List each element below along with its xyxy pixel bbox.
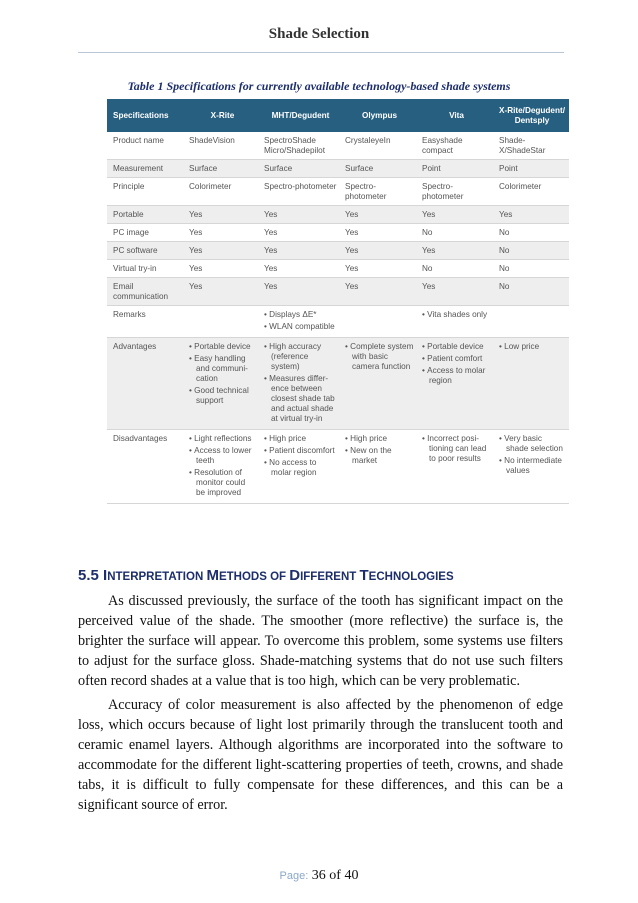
table-header-row <box>107 99 569 132</box>
row-label-cell <box>107 306 185 338</box>
table-cell <box>495 178 569 206</box>
bullet-item: • No intermediate values <box>499 456 565 476</box>
cell-text: Yes <box>264 282 278 291</box>
cell-text: Yes <box>422 246 436 255</box>
cell-text: Surface <box>189 164 218 173</box>
row-label-cell <box>107 430 185 504</box>
bullet-item: • Access to molar region <box>422 366 491 386</box>
table-cell <box>418 338 495 430</box>
cell-text: Yes <box>422 282 436 291</box>
cell-text: PC software <box>113 246 158 255</box>
table-cell <box>418 206 495 224</box>
table-cell <box>185 430 260 504</box>
cell-text: Yes <box>345 246 359 255</box>
table-cell <box>260 278 341 306</box>
table-cell <box>418 178 495 206</box>
table-cell <box>341 206 418 224</box>
table-cell <box>185 338 260 430</box>
column-header: X-Rite/Degudent/ Dentsply <box>495 99 569 132</box>
table-cell <box>260 160 341 178</box>
cell-text: No <box>422 228 433 237</box>
title-smallcaps: NTERPRETATION <box>107 571 207 583</box>
table-row <box>107 132 569 160</box>
table-cell <box>418 278 495 306</box>
table-cell <box>341 430 418 504</box>
table-cell <box>495 206 569 224</box>
table-cell <box>185 224 260 242</box>
page-label: Page: <box>279 870 309 882</box>
bullet-item: • New on the market <box>345 446 414 466</box>
cell-text: Shade-X/ShadeStar <box>499 136 546 155</box>
bullet-item: • Good technical support <box>189 386 256 406</box>
table-row <box>107 430 569 504</box>
table-cell <box>260 338 341 430</box>
table-row <box>107 242 569 260</box>
title-initial: I <box>103 567 108 584</box>
cell-text: PC image <box>113 228 149 237</box>
body-paragraph-2: Accuracy of color measurement is also affected by the phenomenon of edge loss, which occurs because of light lost primarily through the translucent tooth and ceramic enamel layers. Although algorithms are incorporated into the software to accommodate for the different light-scattering properties of teeth, crowns, and shade tabs, it is difficult to fully compensate for these differences, and this can be a significant source of error. <box>78 697 563 813</box>
section-heading <box>78 567 454 584</box>
table-cell <box>185 306 260 338</box>
bullet-item: • WLAN compatible <box>264 322 337 332</box>
cell-text: Spectro-photometer <box>264 182 337 191</box>
bullet-item: • Easy handling and communi-cation <box>189 354 256 384</box>
table-cell <box>495 278 569 306</box>
column-header: Vita <box>418 99 495 132</box>
table-cell <box>341 224 418 242</box>
row-label-cell <box>107 132 185 160</box>
table-cell <box>185 178 260 206</box>
section-title <box>103 567 454 584</box>
table-row <box>107 224 569 242</box>
table-caption: Table 1 Specifications for currently available technology-based shade systems <box>127 79 511 93</box>
bullet-item: • Portable device <box>422 342 491 352</box>
cell-text: Colorimeter <box>499 182 542 191</box>
column-header: Specifications <box>107 99 185 132</box>
table-cell <box>185 278 260 306</box>
cell-text: Disadvantages <box>113 434 168 443</box>
table-cell <box>260 260 341 278</box>
cell-text: Yes <box>345 228 359 237</box>
cell-text: No <box>499 246 510 255</box>
title-smallcaps: IFFERENT <box>300 571 360 583</box>
table-cell <box>260 224 341 242</box>
table-row <box>107 260 569 278</box>
cell-text: Yes <box>422 210 436 219</box>
bullet-item: • Light reflections <box>189 434 256 444</box>
table-cell <box>495 242 569 260</box>
bullet-item: • Portable device <box>189 342 256 352</box>
bullet-item: • High accuracy (reference system) <box>264 342 337 372</box>
body-paragraph-1: As discussed previously, the surface of the tooth has significant impact on the perceived value of the shade. The smoother (more reflective) the surface is, the brighter the surface will appear. To overcome this problem, some systems use filters to adjust for the surface gloss. Shade-matching systems that do not use such filters often record shades at a value that is too high, which can be very problematic. <box>78 593 563 689</box>
cell-text: Measurement <box>113 164 164 173</box>
section-number: 5.5 <box>78 567 99 584</box>
column-header: X-Rite <box>185 99 260 132</box>
cell-text: Virtual try-in <box>113 264 157 273</box>
bullet-item: • Complete system with basic camera function <box>345 342 414 372</box>
cell-text: ShadeVision <box>189 136 235 145</box>
page-number: 36 <box>311 868 326 883</box>
running-header: Shade Selection <box>268 26 370 42</box>
cell-text: Portable <box>113 210 144 219</box>
cell-text: Yes <box>499 210 513 219</box>
table-cell <box>260 206 341 224</box>
table-row <box>107 338 569 430</box>
title-initial: M <box>206 567 219 584</box>
specifications-table <box>107 99 569 504</box>
cell-text: Easyshade compact <box>422 136 463 155</box>
table-row <box>107 160 569 178</box>
row-label-cell <box>107 260 185 278</box>
table-row <box>107 206 569 224</box>
table-cell <box>341 242 418 260</box>
cell-text: Surface <box>264 164 293 173</box>
cell-text: Yes <box>264 228 278 237</box>
cell-text: No <box>422 264 433 273</box>
column-header: MHT/Degudent <box>260 99 341 132</box>
row-label-cell <box>107 224 185 242</box>
table-cell <box>185 132 260 160</box>
table-cell <box>260 178 341 206</box>
table-cell <box>341 278 418 306</box>
bullet-item: • Patient discomfort <box>264 446 337 456</box>
row-label-cell <box>107 242 185 260</box>
cell-text: Point <box>499 164 518 173</box>
cell-text: Surface <box>345 164 374 173</box>
row-label-cell <box>107 160 185 178</box>
cell-text: Yes <box>345 210 359 219</box>
cell-text: No <box>499 264 510 273</box>
bullet-item: • No access to molar region <box>264 458 337 478</box>
row-label-cell <box>107 338 185 430</box>
table-cell <box>260 430 341 504</box>
bullet-item: • Access to lower teeth <box>189 446 256 466</box>
cell-text: Yes <box>189 264 203 273</box>
table-cell <box>418 306 495 338</box>
table-cell <box>260 242 341 260</box>
cell-text: Yes <box>189 228 203 237</box>
cell-text: Yes <box>345 264 359 273</box>
cell-text: Yes <box>189 282 203 291</box>
table-cell <box>341 160 418 178</box>
header-rule <box>78 52 564 53</box>
table-row <box>107 306 569 338</box>
bullet-item: • Low price <box>499 342 565 352</box>
cell-text: SpectroShade Micro/Shadepilot <box>264 136 325 155</box>
table-cell <box>495 306 569 338</box>
table-cell <box>341 178 418 206</box>
cell-text: Principle <box>113 182 145 191</box>
cell-text: Spectro-photometer <box>345 182 387 201</box>
bullet-item: • Resolution of monitor could be improved <box>189 468 256 498</box>
row-label-cell <box>107 206 185 224</box>
cell-text: Point <box>422 164 441 173</box>
title-initial: T <box>359 567 369 584</box>
title-smallcaps: ECHNOLOGIES <box>368 571 454 583</box>
cell-text: Remarks <box>113 310 146 319</box>
table-body <box>107 132 569 504</box>
cell-text: Yes <box>264 264 278 273</box>
cell-text: Yes <box>189 246 203 255</box>
bullet-item: • Very basic shade selection <box>499 434 565 454</box>
table-cell <box>260 132 341 160</box>
table-cell <box>418 132 495 160</box>
table-cell <box>341 260 418 278</box>
table-cell <box>418 224 495 242</box>
cell-text: Spectro-photometer <box>422 182 464 201</box>
page-footer <box>0 868 638 884</box>
table-cell <box>495 260 569 278</box>
cell-text: Yes <box>345 282 359 291</box>
cell-text: Yes <box>264 210 278 219</box>
table-cell <box>418 242 495 260</box>
table-cell <box>418 160 495 178</box>
bullet-item: • High price <box>345 434 414 444</box>
row-label-cell <box>107 278 185 306</box>
table-cell <box>185 242 260 260</box>
bullet-item: • High price <box>264 434 337 444</box>
table-cell <box>495 132 569 160</box>
table-cell <box>341 338 418 430</box>
table-cell <box>495 338 569 430</box>
table-cell <box>341 306 418 338</box>
page-total: 40 <box>344 868 359 883</box>
table-cell <box>495 224 569 242</box>
cell-text: Product name <box>113 136 164 145</box>
bullet-item: • Vita shades only <box>422 310 491 320</box>
table-cell <box>418 260 495 278</box>
cell-text: Advantages <box>113 342 157 351</box>
table-cell <box>185 260 260 278</box>
table-cell <box>260 306 341 338</box>
table-cell <box>495 430 569 504</box>
cell-text: Yes <box>264 246 278 255</box>
page-of: of <box>329 868 341 883</box>
row-label-cell <box>107 178 185 206</box>
cell-text: No <box>499 228 510 237</box>
table-cell <box>341 132 418 160</box>
bullet-item: • Patient comfort <box>422 354 491 364</box>
table-row <box>107 278 569 306</box>
bullet-item: • Displays ΔE* <box>264 310 337 320</box>
title-initial: D <box>289 567 301 584</box>
column-header: Olympus <box>341 99 418 132</box>
bullet-item: • Incorrect posi-tioning can lead to poor results <box>422 434 491 464</box>
table-cell <box>418 430 495 504</box>
table-row <box>107 178 569 206</box>
table-cell <box>185 160 260 178</box>
cell-text: Colorimeter <box>189 182 232 191</box>
cell-text: Yes <box>189 210 203 219</box>
table-cell <box>185 206 260 224</box>
table-cell <box>495 160 569 178</box>
bullet-item: • Measures differ-ence between closest shade tab and actual shade at virtual try-in <box>264 374 337 424</box>
cell-text: CrystaleyeIn <box>345 136 391 145</box>
title-smallcaps: ETHODS OF <box>218 571 290 583</box>
cell-text: No <box>499 282 510 291</box>
cell-text: Email communication <box>113 282 169 301</box>
